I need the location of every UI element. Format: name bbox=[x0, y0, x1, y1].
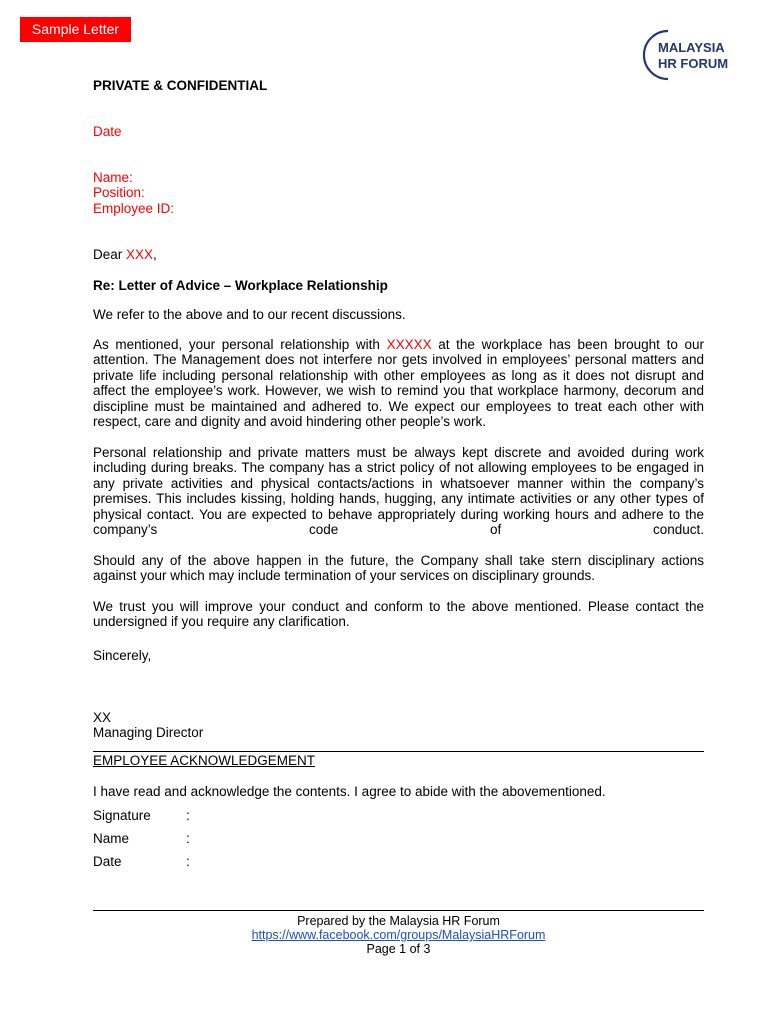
signatory-block bbox=[93, 710, 704, 741]
ack-date-label: Date bbox=[93, 854, 122, 869]
sample-letter-tag: Sample Letter bbox=[20, 17, 131, 42]
footer-page-number: Page 1 of 3 bbox=[366, 942, 431, 956]
acknowledgement-heading: EMPLOYEE ACKNOWLEDGEMENT bbox=[93, 753, 316, 768]
ack-name-colon: : bbox=[186, 831, 190, 846]
footer-prepared-by: Prepared by the Malaysia HR Forum bbox=[297, 914, 500, 928]
salutation-name: XXX bbox=[126, 247, 154, 262]
paragraph-3: Personal relationship and private matters must be always kept discrete and avoided during work including during breaks. The company has a strict policy of not allowing employees to be engaged in any private activities and physical contacts/actions in whatsoever manner within the company’s premises. This includes kissing, holding hands, hugging, any intimate activities or any other types of physical contact. You are expected to behave appropriately during working hours and adhere to the company’s code of conduct. bbox=[93, 445, 704, 538]
signatory-title: Managing Director bbox=[93, 725, 204, 741]
paragraph-5: We trust you will improve your conduct and conform to the above mentioned. Please contact the undersigned if you require any clarification. bbox=[93, 599, 704, 630]
logo-line1: MALAYSIA bbox=[658, 40, 725, 55]
paragraph-2-after: at the workplace has been brought to our attention. The Management does not interfere nor gets involved in employees’ personal matters and private life including personal relationship with other employees as long as it does not disrupt and affect the employee’s work. However, we wish to remind you that workplace harmony, decorum and discipline must be maintained and adhered to. We expect our employees to treat each other with respect, care and dignity and avoid hindering other people’s work. bbox=[93, 337, 704, 430]
salutation-prefix: Dear bbox=[93, 247, 127, 262]
acknowledgement-divider bbox=[93, 751, 704, 752]
ack-name-label: Name bbox=[93, 831, 130, 846]
salutation-suffix: , bbox=[153, 247, 157, 262]
footer-facebook-link[interactable]: https://www.facebook.com/groups/MalaysiaHRForum bbox=[251, 928, 546, 942]
recipient-block bbox=[93, 170, 704, 216]
paragraph-4: Should any of the above happen in the future, the Company shall take stern disciplinary actions against your which may include termination of your services on disciplinary grounds. bbox=[93, 553, 704, 584]
footer bbox=[93, 914, 704, 956]
recipient-employee-id: Employee ID: bbox=[93, 200, 175, 216]
closing: Sincerely, bbox=[93, 648, 152, 663]
paragraph-1: We refer to the above and to our recent discussions. bbox=[93, 307, 406, 322]
ack-date-colon: : bbox=[186, 854, 190, 869]
date-placeholder: Date bbox=[93, 124, 122, 139]
ack-signature-colon: : bbox=[186, 808, 190, 823]
subject-line: Re: Letter of Advice – Workplace Relationship bbox=[93, 278, 388, 293]
paragraph-2-before: As mentioned, your personal relationship with bbox=[93, 337, 387, 352]
paragraph-2 bbox=[93, 337, 704, 429]
signatory-name: XX bbox=[93, 710, 112, 725]
acknowledgement-statement: I have read and acknowledge the contents. I agree to abide with the abovementioned. bbox=[93, 784, 606, 799]
footer-divider bbox=[93, 910, 704, 911]
paragraph-2-highlight: XXXXX bbox=[386, 337, 432, 352]
logo-line2: HR FORUM bbox=[658, 56, 729, 71]
malaysia-hr-forum-logo bbox=[642, 27, 742, 83]
confidential-heading: PRIVATE & CONFIDENTIAL bbox=[93, 78, 268, 93]
ack-signature-label: Signature bbox=[93, 808, 151, 823]
salutation bbox=[93, 247, 704, 262]
recipient-position: Position: bbox=[93, 185, 145, 201]
recipient-name: Name: bbox=[93, 170, 133, 185]
